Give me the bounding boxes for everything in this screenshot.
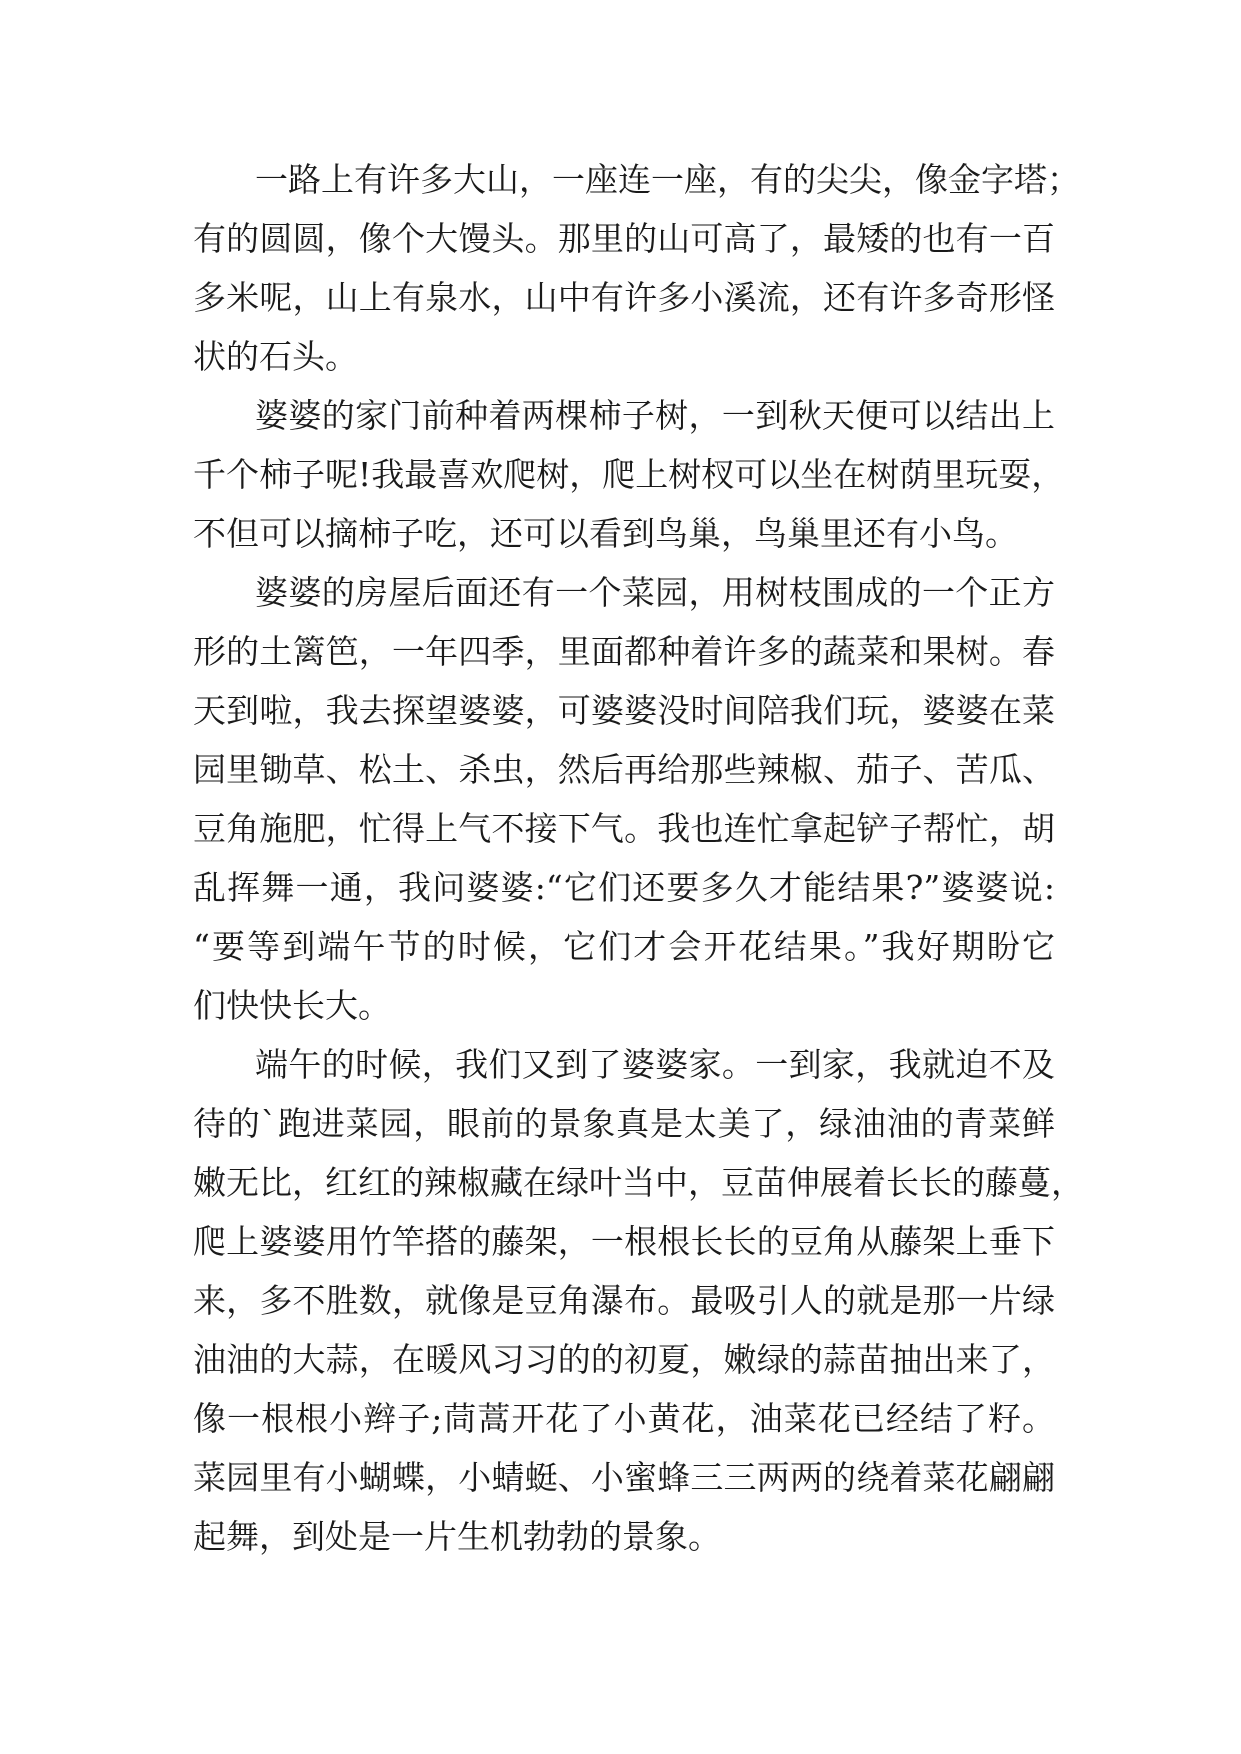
text-line: 乱挥舞一通，我问婆婆:“它们还要多久才能结果?”婆婆说:	[193, 868, 1055, 907]
paragraph-dragon-boat-festival	[193, 1035, 1084, 1566]
text-line: 们快快长大。	[193, 986, 391, 1025]
text-line: 婆婆的家门前种着两棵柿子树，一到秋天便可以结出上	[255, 396, 1055, 435]
paragraph-vegetable-garden	[193, 563, 1055, 1035]
text-line: 爬上婆婆用竹竿搭的藤架，一根根长长的豆角从藤架上垂下	[193, 1222, 1055, 1261]
text-line: 婆婆的房屋后面还有一个菜园，用树枝围成的一个正方	[255, 573, 1055, 612]
paragraph-mountains	[193, 150, 1080, 386]
text-line: “要等到端午节的时候，它们才会开花结果。”我好期盼它	[193, 927, 1055, 966]
text-line: 来，多不胜数，就像是豆角瀑布。最吸引人的就是那一片绿	[193, 1281, 1055, 1320]
text-line: 不但可以摘柿子吃，还可以看到鸟巢，鸟巢里还有小鸟。	[193, 514, 1018, 553]
text-line: 千个柿子呢!我最喜欢爬树，爬上树杈可以坐在树荫里玩耍，	[193, 455, 1065, 494]
text-line: 有的圆圆，像个大馒头。那里的山可高了，最矮的也有一百	[193, 219, 1055, 258]
text-line: 形的土篱笆，一年四季，里面都种着许多的蔬菜和果树。春	[193, 632, 1055, 671]
text-line: 油油的大蒜，在暖风习习的的初夏，嫩绿的蒜苗抽出来了，	[193, 1340, 1055, 1379]
text-line: 一路上有许多大山，一座连一座，有的尖尖，像金字塔；	[255, 160, 1080, 199]
text-line: 园里锄草、松土、杀虫，然后再给那些辣椒、茄子、苦瓜、	[193, 750, 1055, 789]
text-line: 起舞，到处是一片生机勃勃的景象。	[193, 1517, 721, 1556]
paragraph-persimmon-trees	[193, 386, 1065, 563]
text-line: 菜园里有小蝴蝶，小蜻蜓、小蜜蜂三三两两的绕着菜花翩翩	[193, 1458, 1055, 1497]
text-line: 待的`跑进菜园，眼前的景象真是太美了，绿油油的青菜鲜	[193, 1104, 1055, 1143]
text-line: 豆角施肥，忙得上气不接下气。我也连忙拿起铲子帮忙，胡	[193, 809, 1055, 848]
text-line: 像一根根小辫子;茼蒿开花了小黄花，油菜花已经结了籽。	[193, 1399, 1055, 1438]
document-body	[193, 150, 1084, 1566]
text-line: 状的石头。	[193, 337, 358, 376]
text-line: 嫩无比，红红的辣椒藏在绿叶当中，豆苗伸展着长长的藤蔓，	[193, 1163, 1084, 1202]
text-line: 天到啦，我去探望婆婆，可婆婆没时间陪我们玩，婆婆在菜	[193, 691, 1055, 730]
text-line: 端午的时候，我们又到了婆婆家。一到家，我就迫不及	[255, 1045, 1055, 1084]
text-line: 多米呢，山上有泉水，山中有许多小溪流，还有许多奇形怪	[193, 278, 1055, 317]
